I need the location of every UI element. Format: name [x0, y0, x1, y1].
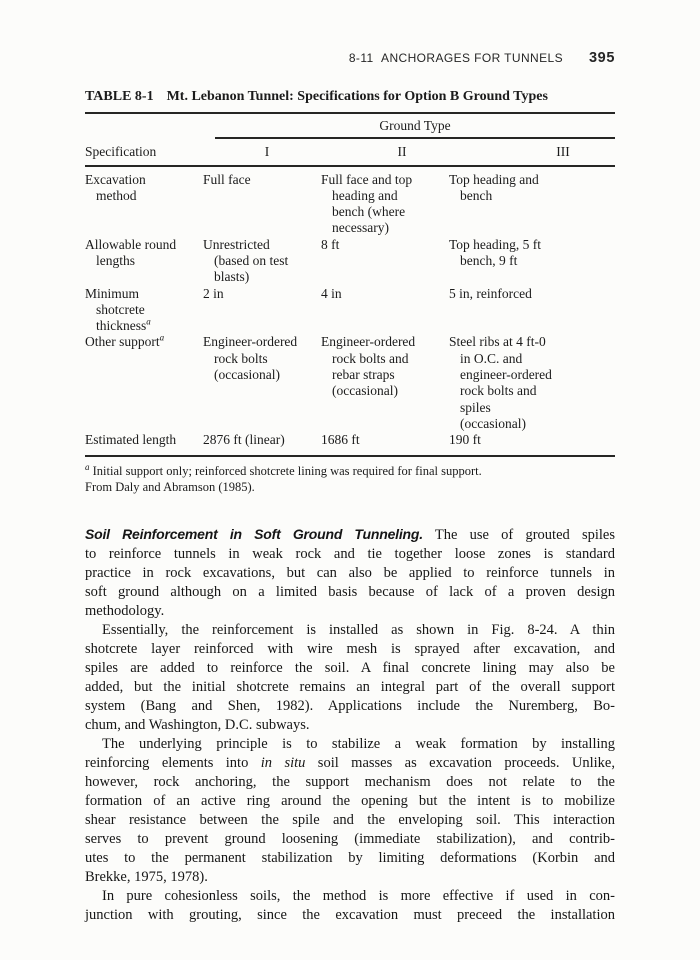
table-cell-text: thickness: [96, 318, 147, 334]
table-cell: [85, 286, 203, 335]
text-line: shotcrete layer reinforced with wire mesh is sprayed after excavation, and: [85, 640, 615, 657]
header-ground-type-3: III: [556, 143, 570, 159]
table-cell-line: Engineer-ordered: [321, 334, 416, 350]
footnote-marker: a: [159, 332, 165, 343]
footnote-marker: a: [146, 316, 151, 327]
text-line: methodology.: [85, 602, 165, 619]
spanner-rule: [215, 137, 615, 139]
header-ground-type-1: I: [264, 143, 270, 159]
table-row-allowable-round-lengths: [85, 237, 615, 286]
table-cell-line: 1686 ft: [321, 432, 360, 448]
table-cell-text: Other support: [85, 334, 160, 350]
table-cell-line: Top heading, 5 ft: [449, 236, 542, 252]
table-cell-line: shotcrete: [96, 301, 145, 317]
table-cell-line: [85, 334, 197, 350]
table-cell-line: Minimum: [85, 285, 140, 301]
table-cell: [85, 172, 203, 237]
text-run: reinforcing elements into: [85, 754, 261, 771]
paragraph-soil-reinforcement: [85, 525, 615, 621]
table-cell-line: (occasional): [214, 367, 280, 383]
text-line: Brekke, 1975, 1978).: [85, 868, 208, 885]
table-cell-line: Allowable round: [85, 236, 177, 252]
table-cell: [85, 237, 203, 286]
table-cell: [85, 432, 203, 448]
table-cell-line: engineer-ordered: [460, 367, 552, 383]
table-cell: [203, 334, 321, 432]
footnote-marker: a: [85, 461, 90, 472]
table-title: [85, 89, 615, 105]
running-head-text: 8-11 ANCHORAGES FOR TUNNELS: [348, 51, 563, 65]
table-cell: [321, 237, 449, 286]
paragraph-installation: [85, 621, 615, 735]
text-line: serves to prevent ground loosening (immediate stabilization), and contrib-: [85, 830, 615, 847]
table-cell: [203, 432, 321, 448]
table-cell-line: 4 in: [321, 285, 342, 301]
table-cell: [449, 432, 615, 448]
table-cell-line: 2 in: [203, 285, 224, 301]
table-cell-line: in O.C. and: [460, 350, 523, 366]
table-row-estimated-length: [85, 432, 615, 448]
table-cell-line: Estimated length: [85, 432, 177, 448]
table-cell-line: (occasional): [460, 415, 526, 431]
text-line: to reinforce tunnels in weak rock and tie together loose zones is standard: [85, 545, 615, 562]
table-spanner: [215, 114, 615, 139]
table-cell-line: (occasional): [332, 383, 398, 399]
table-cell-line: Unrestricted: [203, 236, 270, 252]
table-cell-line: 8 ft: [321, 236, 340, 252]
section-heading: Soil Reinforcement in Soft Ground Tunneling.: [85, 525, 423, 542]
text-line: system (Bang and Shen, 1982). Applications include the Nuremberg, Bo-: [85, 697, 615, 714]
table-cell: [321, 432, 449, 448]
text-line: junction with grouting, since the excavation must preceed the installation: [85, 906, 615, 923]
text-run: soil masses as excavation proceeds. Unlike,: [305, 754, 615, 771]
text-line: The underlying principle is to stabilize a weak formation by installing: [102, 735, 615, 752]
text-line: utes to the permanent stabilization by limiting deformations (Korbin and: [85, 849, 615, 866]
table-cell-line: Engineer-ordered: [203, 334, 298, 350]
latin-term: in situ: [260, 754, 306, 771]
text-line: Essentially, the reinforcement is installed as shown in Fig. 8-24. A thin: [102, 621, 615, 638]
text-line: soft ground although on a limited basis because of lack of a proven design: [85, 583, 615, 600]
table-cell: [449, 334, 615, 432]
table-cell-line: 2876 ft (linear): [203, 432, 285, 448]
table-row-min-shotcrete-thickness: [85, 286, 615, 335]
table-body: [85, 167, 615, 455]
table-cell: [449, 286, 615, 335]
table-cell: [321, 172, 449, 237]
text-line: spiles are added to reinforce the soil. A final concrete lining may also be: [85, 659, 615, 676]
text-line: practice in rock excavations, but can also be applied to reinforce tunnels in: [85, 564, 615, 581]
table-cell-line: spiles: [460, 399, 491, 415]
table-cell-line: lengths: [96, 252, 135, 268]
table-row-other-support: [85, 334, 615, 432]
table-cell-line: bench (where: [332, 204, 406, 220]
table-cell-line: method: [96, 187, 137, 203]
footnote-initial-support: [85, 463, 615, 479]
table-footnotes: [85, 463, 615, 495]
table-cell: [203, 286, 321, 335]
paragraph-underlying-principle: [85, 735, 615, 887]
table-title-text: Mt. Lebanon Tunnel: Specifications for Option B Ground Types: [166, 89, 548, 104]
spec-table: [85, 89, 615, 495]
table-cell-line: Excavation: [85, 171, 146, 187]
table-cell-line: Steel ribs at 4 ft-0: [449, 334, 546, 350]
header-ground-type-2: II: [397, 143, 407, 159]
table-bottom-rule: [85, 455, 615, 457]
footnote-source: From Daly and Abramson (1985).: [85, 479, 255, 494]
text-line: chum, and Washington, D.C. subways.: [85, 716, 310, 733]
table-cell: [321, 334, 449, 432]
table-cell-line: 5 in, reinforced: [449, 285, 532, 301]
table-cell-line: necessary): [332, 220, 389, 236]
table-header-row: [85, 143, 615, 165]
table-cell-line: rock bolts and: [332, 350, 409, 366]
text-line: [85, 525, 615, 545]
table-cell: [449, 237, 615, 286]
table-cell-line: Top heading and: [449, 171, 539, 187]
table-cell-line: bench, 9 ft: [460, 252, 518, 268]
spanner-label: Ground Type: [379, 118, 451, 133]
table-cell-line: heading and: [332, 187, 398, 203]
table-cell-line: Full face and top: [321, 171, 413, 187]
table-cell-line: rebar straps: [332, 367, 395, 383]
table-cell: [203, 172, 321, 237]
table-cell-line: (based on test: [214, 252, 289, 268]
text-line: however, rock anchoring, the support mechanism does not relate to the: [85, 773, 615, 790]
text-line: In pure cohesionless soils, the method is more effective if used in con-: [102, 887, 615, 904]
text-line: [85, 754, 615, 773]
header-specification: Specification: [85, 143, 157, 159]
page-number: 395: [589, 50, 615, 66]
table-title-label: TABLE 8-1: [85, 89, 154, 104]
table-cell-line: blasts): [214, 269, 250, 285]
table-cell-line: Full face: [203, 171, 251, 187]
text-run: The use of grouted spiles: [422, 526, 615, 543]
body-text: [85, 525, 615, 925]
footnote-text: Initial support only; reinforced shotcrete lining was required for final support.: [89, 463, 482, 478]
table-cell-line: rock bolts and: [460, 383, 537, 399]
table-cell: [203, 237, 321, 286]
text-line: added, but the initial shotcrete remains an integral part of the overall support: [85, 678, 615, 695]
paragraph-cohesionless-soils: [85, 887, 615, 925]
running-head: [85, 50, 615, 66]
table-cell: [449, 172, 615, 237]
table-cell-line: [85, 318, 197, 334]
text-line: formation of an active ring around the opening but the intent is to mobilize: [85, 792, 615, 809]
table-cell: [85, 334, 203, 432]
table-cell-line: bench: [460, 187, 493, 203]
table-row-excavation-method: [85, 172, 615, 237]
table-cell-line: 190 ft: [449, 432, 481, 448]
table-cell-line: rock bolts: [214, 350, 268, 366]
text-line: shear resistance between the spile and the enveloping soil. This interaction: [85, 811, 615, 828]
table-cell: [321, 286, 449, 335]
